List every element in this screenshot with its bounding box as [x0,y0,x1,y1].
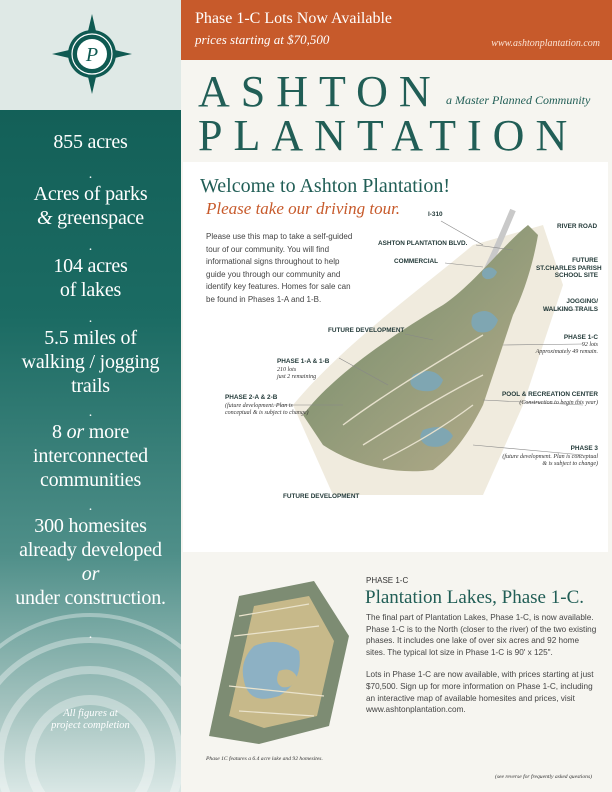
separator-dot: . [88,239,93,254]
stat-emphasis: or [66,421,84,443]
label-line: conceptual & is subject to change) [225,410,309,416]
separator-dot: . [88,311,93,326]
stat-emphasis: & [37,207,53,229]
svg-text:P: P [85,44,99,66]
price-line: prices starting at $70,500 [195,32,330,47]
footnote-line: project completion [51,720,130,731]
logo-area [0,0,181,110]
tour-subheading: Please take our driving tour. [206,199,401,218]
stat-trails [0,326,181,398]
label-phase-3: PHASE 3 [570,445,598,452]
label-phase-2ab-details [225,403,308,417]
label-pool-subtext: (Construction to begin this year) [519,400,598,406]
label-line: just 2 remaining [277,374,317,380]
label-line: 92 lots [581,342,598,348]
phase-paragraph: The final part of Plantation Lakes, Phase 1-C, is now available. Phase 1-C is to the North (closer to the river) of the two existing phases. It includes one lake of over six acres and 92 home sites. The typical lot size in Phase 1-C is 90' x 125". [366,613,597,657]
stat-text: 104 acres [53,255,128,277]
label-line: (future development. Plan is [225,403,293,409]
label-pool-recreation: POOL & RECREATION CENTER [502,391,598,398]
title-plantation: PLANTATION [198,111,579,160]
label-commercial: COMMERCIAL [394,258,439,265]
website-link[interactable]: www.ashtonplantation.com [491,38,600,49]
label-line: FUTURE [572,257,598,264]
label-phase-1ab-details [277,367,316,381]
label-line: (future development. Plan is conceptual [502,454,598,460]
stats-list [0,130,181,642]
label-line: SCHOOL SITE [554,272,598,279]
label-line: 210 lots [277,367,297,373]
label-phase-1c-details [490,342,598,356]
footnote-line: All figures at [63,708,118,719]
sidebar [0,0,181,792]
tagline: a Master Planned Community [446,93,591,107]
stat-text: more [83,421,130,443]
label-phase-3-details [470,454,598,468]
announcement-title: Phase 1-C Lots Now Available [195,10,393,27]
stat-text [0,206,181,230]
stat-text [0,420,181,444]
stat-parks [0,182,181,230]
stat-text: trails [71,375,110,397]
stat-text: 5.5 miles of [44,327,137,349]
stat-text: 855 acres [53,131,128,153]
stat-text: already developed [19,539,162,561]
label-school-site [536,257,602,280]
stat-lakes [0,254,181,302]
compass-logo-icon [52,14,132,94]
label-line: JOGGING/ [566,298,598,305]
label-line: ST.CHARLES PARISH [536,264,602,272]
footnote [0,708,181,732]
stat-emphasis: or [81,563,100,585]
stat-text: walking / jogging [21,351,160,373]
separator-dot: . [88,627,93,642]
phase-title: Plantation Lakes, Phase 1-C. [365,587,584,608]
label-phase-1ab: PHASE 1-A & 1-B [277,358,330,365]
stat-communities [0,420,181,492]
image-caption: Phase 1C features a 6.4 acre lake and 92 homesites. [206,756,323,762]
stat-homesites [0,514,181,610]
title-ashton: ASHTON [198,67,442,116]
label-ashton-blvd: ASHTON PLANTATION BLVD. [378,240,468,247]
label-jogging-trails [536,298,598,313]
welcome-heading: Welcome to Ashton Plantation! [200,175,451,197]
stat-text [0,562,181,586]
tour-intro-text: Please use this map to take a self-guided tour of our community. You will find informational signs throughout to help guide you through our community and identify key features. Homes for sale can be found in Phases 1-A and 1-B. [206,232,353,304]
phase-body [366,612,598,727]
stat-text: under construction. [15,587,166,609]
phase-1c-plan-image [199,576,354,746]
label-phase-2ab: PHASE 2-A & 2-B [225,394,278,401]
stat-text: 8 [51,421,62,443]
separator-dot: . [88,499,93,514]
label-future-development: FUTURE DEVELOPMENT [328,327,405,334]
label-phase-1c: PHASE 1-C [563,334,598,341]
label-i310: I-310 [428,211,443,218]
stat-text: communities [39,469,142,491]
stat-text: interconnected [33,445,148,467]
stat-text: 300 homesites [34,515,147,537]
reverse-note: (see reverse for frequently asked questions) [495,774,592,780]
label-line: WALKING TRAILS [542,305,598,313]
announcement-band [181,0,612,60]
stat-text: greenspace [52,207,144,229]
separator-dot: . [88,405,93,420]
phase-paragraph: Lots in Phase 1-C are now available, with prices starting at just $70,500. Sign up for more information on Phase 1-C, including an interactive map of available homesites and prices, visit www.ashtonplantation.com. [366,670,594,715]
stat-acres [0,130,181,154]
phase-kicker: PHASE 1-C [366,576,409,585]
label-line: Approximately 49 remain. [535,349,598,355]
label-line: & is subject to change) [542,461,598,467]
stat-text: Acres of parks [33,183,148,205]
stat-text: of lakes [59,279,122,301]
label-river-road: RIVER ROAD [557,223,598,230]
label-future-development-bottom: FUTURE DEVELOPMENT [283,493,360,500]
separator-dot: . [88,167,93,182]
